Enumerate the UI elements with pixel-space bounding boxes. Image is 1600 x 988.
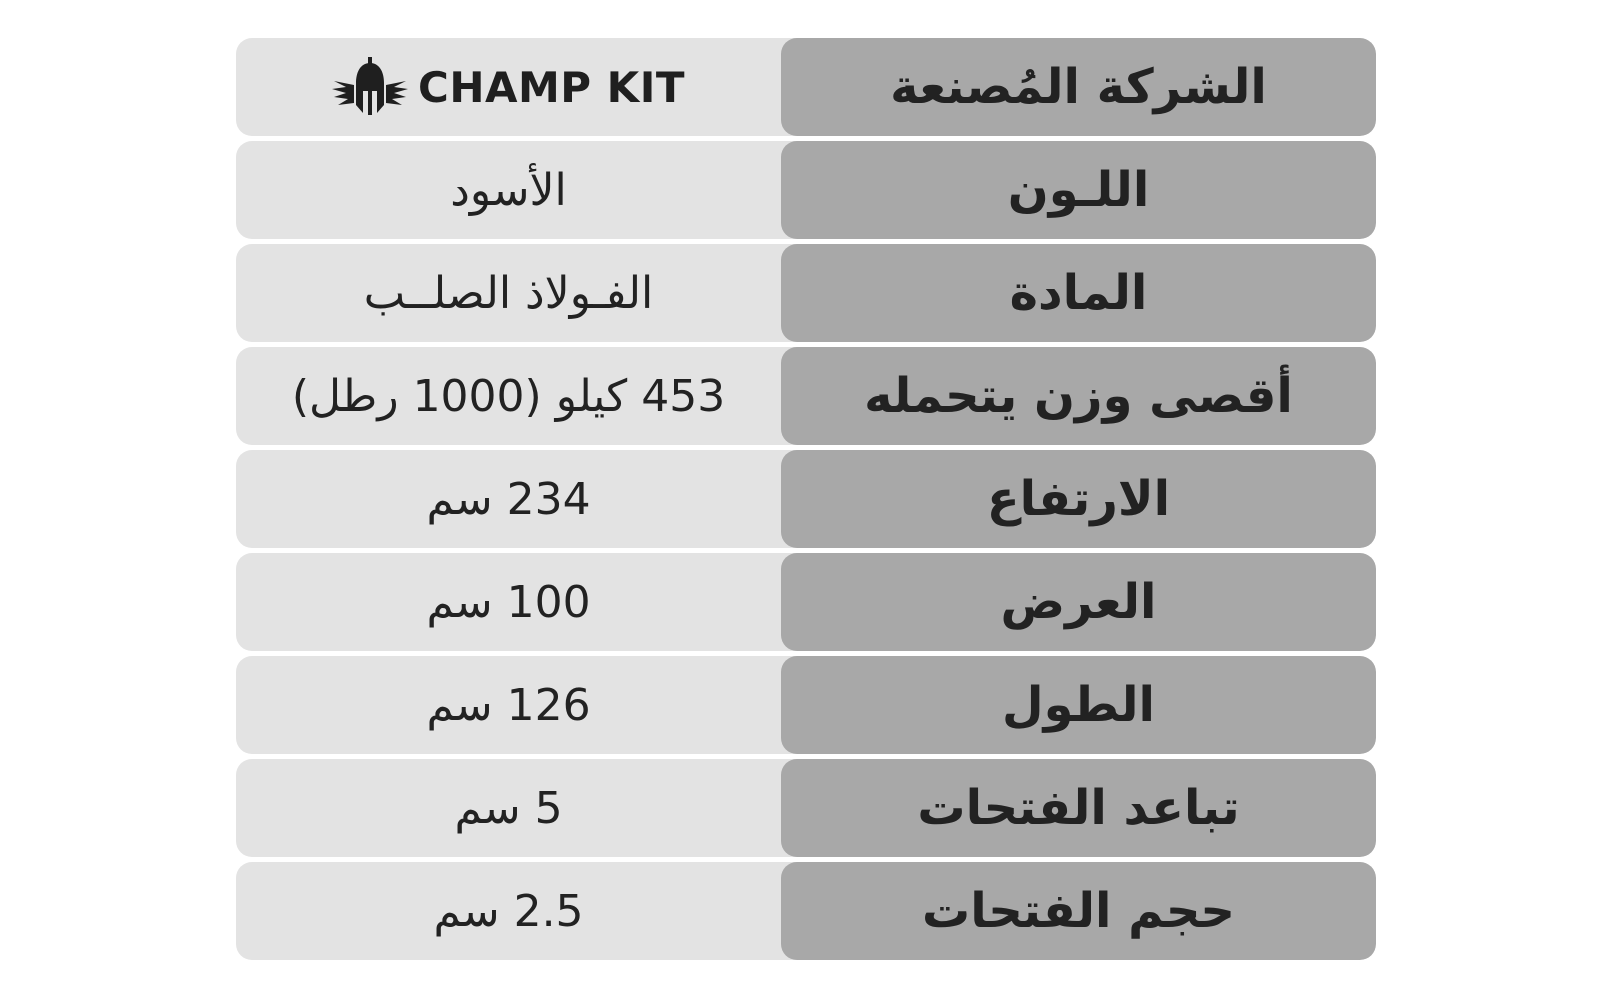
- spec-row-color: [236, 141, 1376, 239]
- spec-label: اللـون: [781, 141, 1376, 239]
- spartan-helmet-wings-icon: [332, 55, 408, 119]
- spec-value: 5 سم: [454, 782, 563, 834]
- spec-row-max-weight: [236, 347, 1376, 445]
- spec-value: 2.5 سم: [433, 885, 584, 937]
- spec-value: 234 سم: [426, 473, 591, 525]
- spec-row-hole-size: [236, 862, 1376, 960]
- spec-row-width: [236, 553, 1376, 651]
- spec-label: المادة: [781, 244, 1376, 342]
- spec-value: الأسود: [450, 164, 567, 216]
- spec-value-text: CHAMP KIT: [418, 62, 685, 112]
- spec-value: [236, 38, 781, 136]
- spec-row-hole-spacing: [236, 759, 1376, 857]
- spec-row-manufacturer: [236, 38, 1376, 136]
- spec-value: الفـولاذ الصلــب: [363, 267, 654, 319]
- spec-value: 126 سم: [426, 679, 591, 731]
- spec-row-material: [236, 244, 1376, 342]
- spec-label: الشركة المُصنعة: [781, 38, 1376, 136]
- spec-label: تباعد الفتحات: [781, 759, 1376, 857]
- spec-label: حجم الفتحات: [781, 862, 1376, 960]
- spec-label: الطول: [781, 656, 1376, 754]
- spec-label: أقصى وزن يتحمله: [781, 347, 1376, 445]
- spec-label: الارتفاع: [781, 450, 1376, 548]
- spec-value: 100 سم: [426, 576, 591, 628]
- spec-value: 453 كيلو (1000 رطل): [291, 370, 726, 422]
- spec-row-height: [236, 450, 1376, 548]
- spec-label: العرض: [781, 553, 1376, 651]
- brand-logo: [332, 55, 685, 119]
- spec-table: [236, 38, 1376, 965]
- spec-row-length: [236, 656, 1376, 754]
